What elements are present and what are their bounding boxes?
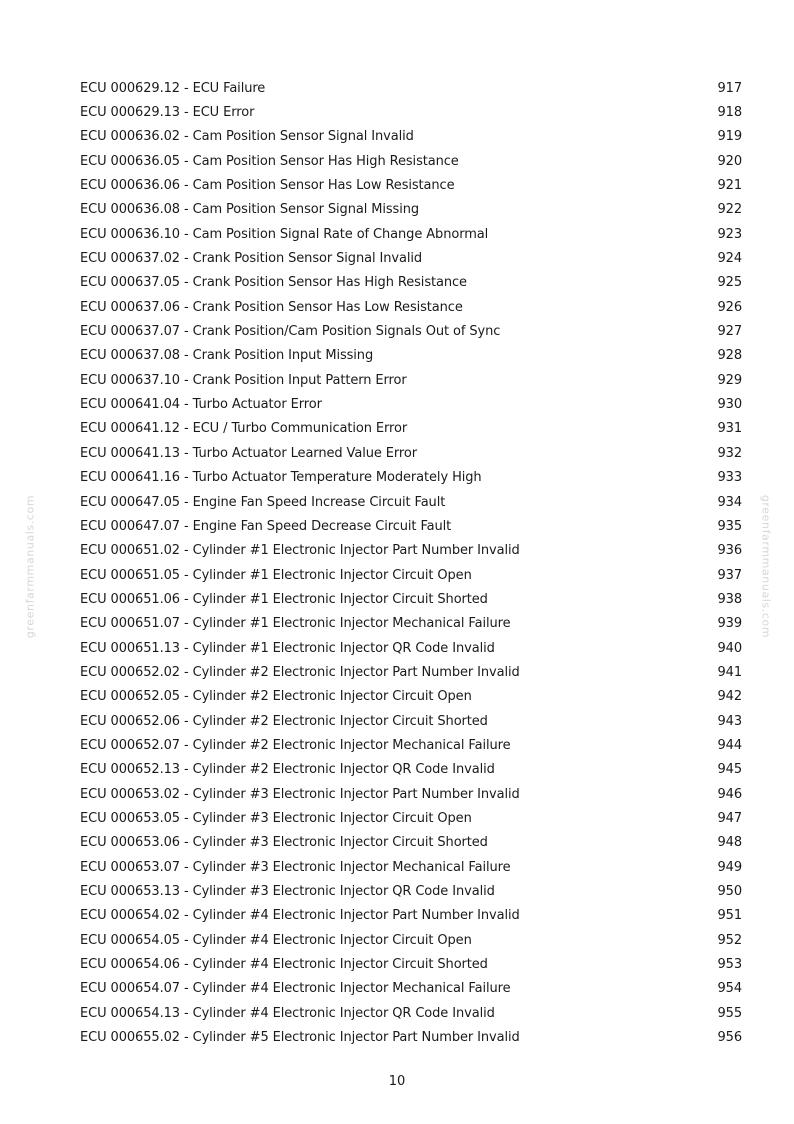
toc-entry-title: ECU 000629.13 - ECU Error [80, 105, 255, 121]
toc-entry[interactable] [80, 441, 742, 465]
toc-entry[interactable] [80, 417, 742, 441]
watermark-right: greenfarmmanuals.com [759, 494, 773, 639]
toc-entry[interactable] [80, 1001, 742, 1025]
toc-entry-page: 917 [717, 80, 742, 96]
toc-entry[interactable] [80, 149, 742, 173]
toc-entry-page: 938 [717, 591, 742, 607]
toc-entry-title: ECU 000654.06 - Cylinder #4 Electronic Injector Circuit Shorted [80, 957, 488, 973]
toc-entry[interactable] [80, 904, 742, 928]
watermark-left: greenfarmmanuals.com [23, 494, 37, 639]
toc-entry-title: ECU 000651.02 - Cylinder #1 Electronic Injector Part Number Invalid [80, 543, 520, 559]
toc-entry-title: ECU 000654.05 - Cylinder #4 Electronic Injector Circuit Open [80, 932, 472, 948]
toc-entry-title: ECU 000652.02 - Cylinder #2 Electronic Injector Part Number Invalid [80, 664, 520, 680]
toc-entry-page: 932 [717, 445, 742, 461]
toc-entry-page: 934 [717, 494, 742, 510]
toc-entry[interactable] [80, 612, 742, 636]
toc-entry-title: ECU 000629.12 - ECU Failure [80, 80, 266, 96]
toc-entry-title: ECU 000654.07 - Cylinder #4 Electronic Injector Mechanical Failure [80, 981, 511, 997]
toc-entry-page: 951 [717, 908, 742, 924]
toc-entry-page: 929 [717, 372, 742, 388]
toc-entry-title: ECU 000651.13 - Cylinder #1 Electronic Injector QR Code Invalid [80, 640, 495, 656]
toc-entry-title: ECU 000653.07 - Cylinder #3 Electronic Injector Mechanical Failure [80, 859, 511, 875]
toc-entry-page: 922 [717, 202, 742, 218]
toc-entry-page: 955 [717, 1005, 742, 1021]
toc-entry[interactable] [80, 660, 742, 684]
toc-entry-page: 948 [717, 835, 742, 851]
toc-entry-title: ECU 000641.13 - Turbo Actuator Learned Value Error [80, 445, 417, 461]
toc-entry-title: ECU 000654.02 - Cylinder #4 Electronic Injector Part Number Invalid [80, 908, 520, 924]
toc-entry-page: 942 [717, 689, 742, 705]
toc-entry-title: ECU 000652.13 - Cylinder #2 Electronic Injector QR Code Invalid [80, 762, 495, 778]
toc-entry-page: 923 [717, 226, 742, 242]
toc-entry-page: 949 [717, 859, 742, 875]
toc-entry[interactable] [80, 368, 742, 392]
toc-entry[interactable] [80, 490, 742, 514]
toc-entry[interactable] [80, 198, 742, 222]
toc-entry-title: ECU 000652.05 - Cylinder #2 Electronic Injector Circuit Open [80, 689, 472, 705]
toc-entry[interactable] [80, 733, 742, 757]
toc-entry[interactable] [80, 758, 742, 782]
toc-entry-page: 945 [717, 762, 742, 778]
toc-entry-page: 931 [717, 421, 742, 437]
toc-entry-title: ECU 000641.12 - ECU / Turbo Communication Error [80, 421, 408, 437]
toc-entry[interactable] [80, 879, 742, 903]
toc-entry-page: 920 [717, 153, 742, 169]
toc-entry[interactable] [80, 319, 742, 343]
toc-entry-title: ECU 000636.06 - Cam Position Sensor Has Low Resistance [80, 178, 455, 194]
toc-entry[interactable] [80, 806, 742, 830]
toc-entry[interactable] [80, 100, 742, 124]
toc-entry-page: 926 [717, 299, 742, 315]
toc-entry-title: ECU 000653.06 - Cylinder #3 Electronic Injector Circuit Shorted [80, 835, 488, 851]
toc-entry-title: ECU 000637.02 - Crank Position Sensor Signal Invalid [80, 251, 422, 267]
toc-entry-title: ECU 000653.05 - Cylinder #3 Electronic Injector Circuit Open [80, 810, 472, 826]
toc-entry[interactable] [80, 392, 742, 416]
toc-entry-title: ECU 000637.08 - Crank Position Input Missing [80, 348, 374, 364]
toc-entry[interactable] [80, 222, 742, 246]
toc-entry-page: 952 [717, 932, 742, 948]
toc-entry-page: 940 [717, 640, 742, 656]
toc-entry[interactable] [80, 831, 742, 855]
toc-entry-page: 947 [717, 810, 742, 826]
table-of-contents [80, 76, 742, 1050]
toc-entry[interactable] [80, 514, 742, 538]
toc-entry[interactable] [80, 271, 742, 295]
toc-entry-page: 946 [717, 786, 742, 802]
toc-entry[interactable] [80, 344, 742, 368]
toc-entry-page: 927 [717, 324, 742, 340]
toc-entry[interactable] [80, 466, 742, 490]
toc-entry-title: ECU 000636.05 - Cam Position Sensor Has High Resistance [80, 153, 459, 169]
toc-entry[interactable] [80, 685, 742, 709]
toc-entry-title: ECU 000636.02 - Cam Position Sensor Signal Invalid [80, 129, 414, 145]
toc-entry-page: 950 [717, 884, 742, 900]
toc-entry-title: ECU 000637.05 - Crank Position Sensor Has High Resistance [80, 275, 467, 291]
toc-entry[interactable] [80, 295, 742, 319]
toc-entry-title: ECU 000652.06 - Cylinder #2 Electronic Injector Circuit Shorted [80, 713, 488, 729]
toc-entry-page: 954 [717, 981, 742, 997]
toc-entry[interactable] [80, 587, 742, 611]
toc-entry-title: ECU 000651.05 - Cylinder #1 Electronic Injector Circuit Open [80, 567, 472, 583]
toc-entry-title: ECU 000636.10 - Cam Position Signal Rate of Change Abnormal [80, 226, 489, 242]
toc-entry[interactable] [80, 246, 742, 270]
toc-entry-title: ECU 000637.07 - Crank Position/Cam Position Signals Out of Sync [80, 324, 501, 340]
toc-entry[interactable] [80, 952, 742, 976]
toc-entry-title: ECU 000652.07 - Cylinder #2 Electronic Injector Mechanical Failure [80, 737, 511, 753]
toc-entry[interactable] [80, 928, 742, 952]
toc-entry-title: ECU 000647.07 - Engine Fan Speed Decrease Circuit Fault [80, 518, 452, 534]
page-number: 10 [388, 1074, 406, 1089]
toc-entry[interactable] [80, 709, 742, 733]
toc-entry-title: ECU 000647.05 - Engine Fan Speed Increase Circuit Fault [80, 494, 446, 510]
toc-entry-page: 937 [717, 567, 742, 583]
toc-entry-page: 930 [717, 397, 742, 413]
toc-entry[interactable] [80, 125, 742, 149]
toc-entry-page: 933 [717, 470, 742, 486]
toc-entry[interactable] [80, 855, 742, 879]
toc-entry-title: ECU 000651.06 - Cylinder #1 Electronic Injector Circuit Shorted [80, 591, 488, 607]
toc-entry-page: 953 [717, 957, 742, 973]
toc-entry-page: 956 [717, 1030, 742, 1046]
toc-entry[interactable] [80, 636, 742, 660]
toc-entry-title: ECU 000641.16 - Turbo Actuator Temperature Moderately High [80, 470, 482, 486]
toc-entry-title: ECU 000637.06 - Crank Position Sensor Has Low Resistance [80, 299, 463, 315]
toc-entry-page: 919 [717, 129, 742, 145]
toc-entry-page: 925 [717, 275, 742, 291]
toc-entry-title: ECU 000653.02 - Cylinder #3 Electronic Injector Part Number Invalid [80, 786, 520, 802]
toc-entry-title: ECU 000653.13 - Cylinder #3 Electronic Injector QR Code Invalid [80, 884, 495, 900]
toc-entry-page: 935 [717, 518, 742, 534]
toc-entry-page: 941 [717, 664, 742, 680]
toc-entry-page: 944 [717, 737, 742, 753]
toc-entry[interactable] [80, 1025, 742, 1049]
toc-entry-title: ECU 000654.13 - Cylinder #4 Electronic Injector QR Code Invalid [80, 1005, 495, 1021]
toc-entry-title: ECU 000641.04 - Turbo Actuator Error [80, 397, 322, 413]
toc-entry-page: 939 [717, 616, 742, 632]
toc-entry-title: ECU 000636.08 - Cam Position Sensor Signal Missing [80, 202, 420, 218]
toc-entry[interactable] [80, 539, 742, 563]
toc-entry-title: ECU 000651.07 - Cylinder #1 Electronic Injector Mechanical Failure [80, 616, 511, 632]
toc-entry-page: 921 [717, 178, 742, 194]
toc-entry-page: 924 [717, 251, 742, 267]
toc-entry-page: 943 [717, 713, 742, 729]
toc-entry[interactable] [80, 563, 742, 587]
toc-entry-title: ECU 000655.02 - Cylinder #5 Electronic Injector Part Number Invalid [80, 1030, 520, 1046]
toc-entry-page: 936 [717, 543, 742, 559]
toc-entry[interactable] [80, 173, 742, 197]
toc-entry-title: ECU 000637.10 - Crank Position Input Pattern Error [80, 372, 407, 388]
toc-entry-page: 928 [717, 348, 742, 364]
toc-entry[interactable] [80, 977, 742, 1001]
toc-entry[interactable] [80, 76, 742, 100]
toc-entry[interactable] [80, 782, 742, 806]
toc-entry-page: 918 [717, 105, 742, 121]
